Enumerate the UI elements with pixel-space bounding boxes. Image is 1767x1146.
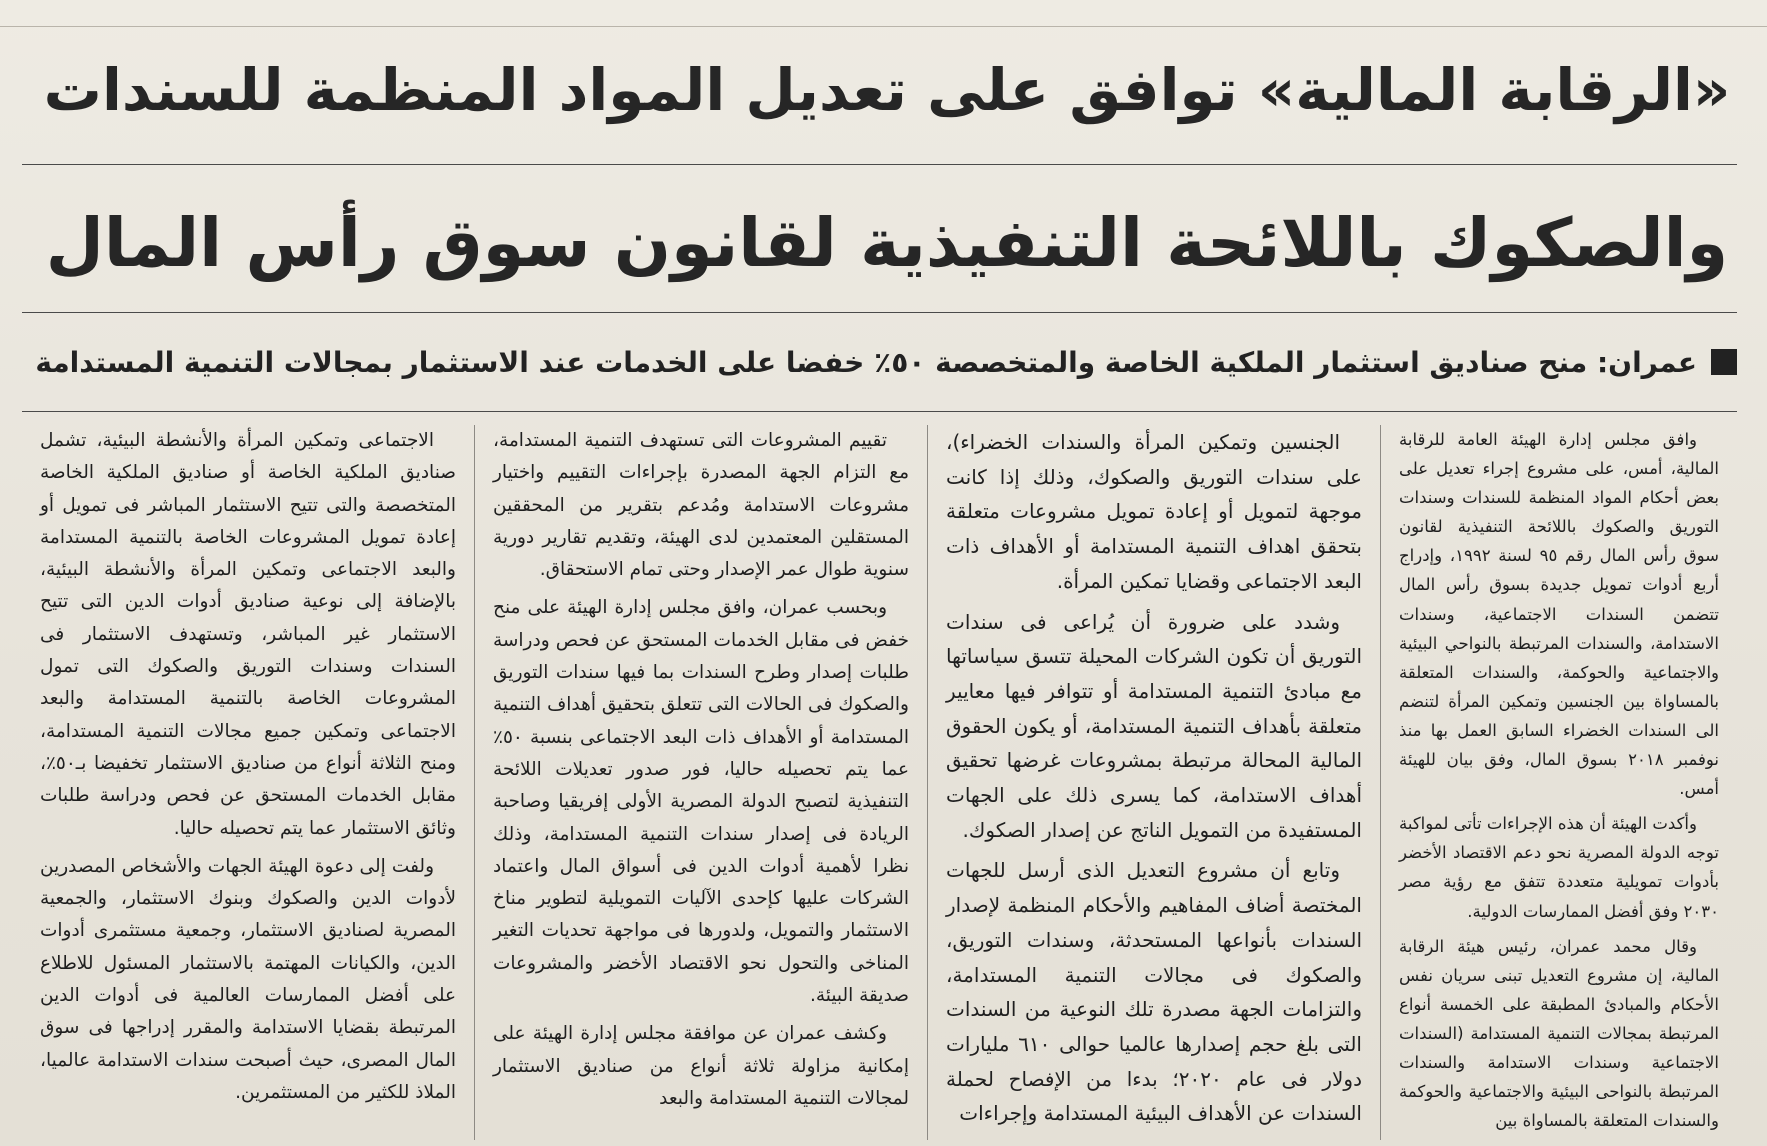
paragraph: وكشف عمران عن موافقة مجلس إدارة الهيئة على إمكانية مزاولة ثلاثة أنواع من صناديق الاستثمار لمجالات التنمية المستدامة والبعد bbox=[493, 1023, 909, 1109]
paragraph: وأكدت الهيئة أن هذه الإجراءات تأتى لمواكبة توجه الدولة المصرية نحو دعم الاقتصاد الأخضر بأدوات تمويلية متعددة تتفق مع رؤية مصر ٢٠٣٠ وفق أفضل الممارسات الدولية. bbox=[1399, 814, 1719, 921]
headline-divider bbox=[22, 164, 1737, 165]
paragraph: وتابع أن مشروع التعديل الذى أرسل للجهات المختصة أضاف المفاهيم والأحكام المنظمة لإصدار السندات بأنواعها المستحدثة، وسندات التوريق، والصكوك فى مجالات التنمية المستدامة، والتزامات الجهة مصدرة تلك النوعية من السندات التى بلغ حجم إصدارها عالميا حوالى ٦١٠ مليارات دولار فى عام ٢٠٢٠؛ بدءا من الإفصاح لحملة السندات عن الأهداف البيئية المستدامة وإجراءات bbox=[946, 858, 1363, 1126]
subheadline-text: عمران: منح صناديق استثمار الملكية الخاصة والمتخصصة ٥٠٪ خفضا على الخدمات عند الاستثمار بمجالات التنمية المستدامة bbox=[35, 345, 1697, 379]
paragraph: ولفت إلى دعوة الهيئة الجهات والأشخاص المصدرين لأدوات الدين والصكوك وبنوك الاستثمار، والجمعية المصرية لصناديق الاستثمار، وجمعية مستثمرى أدوات الدين، والكيانات المهتمة بالاستثمار المسئول للاطلاع على أفضل الممارسات العالمية فى أدوات الدين المرتبطة بقضايا الاستدامة والمقرر إدراجها فى سوق المال المصرى، حيث أصبحت سندات الاستدامة عالميا، الملاذ للكثير من المستثمرين. bbox=[40, 855, 456, 1103]
paragraph: الاجتماعى وتمكين المرأة والأنشطة البيئية، تشمل صناديق الملكية الخاصة أو صناديق الملكية الخاصة المتخصصة والتى تتيح الاستثمار المباشر فى تمويل أو إعادة تمويل المشروعات الخاصة بالتنمية المستدامة والبعد الاجتماعى وتمكين المرأة والأنشطة البيئية، بالإضافة إلى نوعية صناديق أدوات الدين التى تتيح الاستثمار غير المباشر، وتستهدف الاستثمار فى السندات وسندات التوريق والصكوك التى تمول المشروعات الخاصة بالتنمية المستدامة والبعد الاجتماعى وتمكين جميع مجالات التنمية المستدامة، ومنح الثلاثة أنواع من صناديق الاستثمار تخفيضا بـ٥٠٪، مقابل الخدمات المستحق عن فحص ودراسة طلبات وثائق الاستثمار عما يتم تحصيله حاليا. bbox=[40, 430, 456, 839]
paragraph: تقييم المشروعات التى تستهدف التنمية المستدامة، مع التزام الجهة المصدرة بإجراءات التقييم واختيار مشروعات الاستدامة ومُدعم بتقرير من المحققين المستقلين المعتمدين لدى الهيئة، وتقديم تقارير دورية سنوية طوال عمر الإصدار وحتى تمام الاستحقاق. bbox=[493, 430, 909, 581]
subhead-top-rule bbox=[22, 312, 1737, 313]
top-strip bbox=[0, 0, 1767, 27]
article-column-1 bbox=[1381, 425, 1737, 1140]
paragraph: الجنسين وتمكين المرأة والسندات الخضراء)، على سندات التوريق والصكوك، وذلك إذا كانت موجهة لتمويل أو إعادة تمويل مشروعات متعلقة بتحقق اهداف التنمية المستدامة أو الأهداف ذات البعد الاجتماعى وقضايا تمكين المرأة. bbox=[946, 430, 1362, 593]
paragraph: وشدد على ضرورة أن يُراعى فى سندات التوريق أن تكون الشركات المحيلة تتسق سياساتها مع مبادئ التنمية المستدامة أو تتوافر فيها معايير متعلقة بأهداف التنمية المستدامة، أو يكون الحقوق المالية المحالة مرتبطة بمشروعات غرضها تحقيق أهداف الاستدامة، كما يسرى ذلك على الجهات المستفيدة من التمويل الناتج عن إصدار الصكوك. bbox=[946, 609, 1362, 842]
article-column-4 bbox=[22, 425, 475, 1140]
headline-line-1: «الرقابة المالية» توافق على تعديل المواد المنظمة للسندات bbox=[43, 56, 1731, 124]
paragraph: وافق مجلس إدارة الهيئة العامة للرقابة المالية، أمس، على مشروع إجراء تعديل على بعض أحكام المواد المنظمة للسندات وسندات التوريق والصكوك باللائحة التنفيذية لقانون سوق رأس المال رقم ٩٥ لسنة ١٩٩٢، وإدراج أربع أدوات تمويل جديدة بسوق رأس المال تتضمن السندات الاجتماعية، وسندات الاستدامة، والسندات المرتبطة بالنواحي البيئية والاجتماعية والحوكمة، والسندات المتعلقة بالمساواة بين الجنسين وتمكين المرأة لتنضم الى السندات الخضراء السابق العمل بها منذ نوفمبر ٢٠١٨ بسوق المال، وفق بيان للهيئة أمس. bbox=[1399, 430, 1720, 799]
subhead-bottom-rule bbox=[22, 411, 1737, 412]
square-bullet-icon bbox=[1711, 349, 1737, 375]
subheadline bbox=[22, 327, 1737, 397]
article-body bbox=[22, 425, 1737, 1140]
paragraph: وبحسب عمران، وافق مجلس إدارة الهيئة على منح خفض فى مقابل الخدمات المستحق عن فحص ودراسة طلبات إصدار وطرح السندات بما فيها سندات التوريق والصكوك فى الحالات التى تتعلق بتحقيق أهداف التنمية المستدامة أو الأهداف ذات البعد الاجتماعى بنسبة ٥٠٪ عما يتم تحصيله حاليا، فور صدور تعديلات اللائحة التنفيذية لتصبح الدولة المصرية الأولى إفريقيا وصاحبة الريادة فى إصدار سندات التنمية المستدامة، وذلك نظرا لأهمية أدوات الدين فى أسواق المال واعتماد الشركات عليها كإحدى الآليات التمويلية لتطوير مناخ الاستثمار والتمويل، ولدورها فى مواجهة تحديات التغير المناخى والتحول نحو الاقتصاد الأخضر والمشروعات صديقة البيئة. bbox=[493, 597, 909, 1007]
paragraph: وقال محمد عمران، رئيس هيئة الرقابة المالية، إن مشروع التعديل تبنى سريان نفس الأحكام والمبادئ المطبقة على الخمسة أنواع المرتبطة بمجالات التنمية المستدامة (السندات الاجتماعية وسندات الاستدامة والسندات المرتبطة بالنواحى البيئية والاجتماعية والحوكمة والسندات المتعلقة بالمساواة بين bbox=[1399, 936, 1719, 1131]
article-column-2 bbox=[928, 425, 1381, 1140]
article-column-3 bbox=[475, 425, 928, 1140]
headline-line-2: والصكوك باللائحة التنفيذية لقانون سوق رأس المال bbox=[45, 204, 1729, 282]
